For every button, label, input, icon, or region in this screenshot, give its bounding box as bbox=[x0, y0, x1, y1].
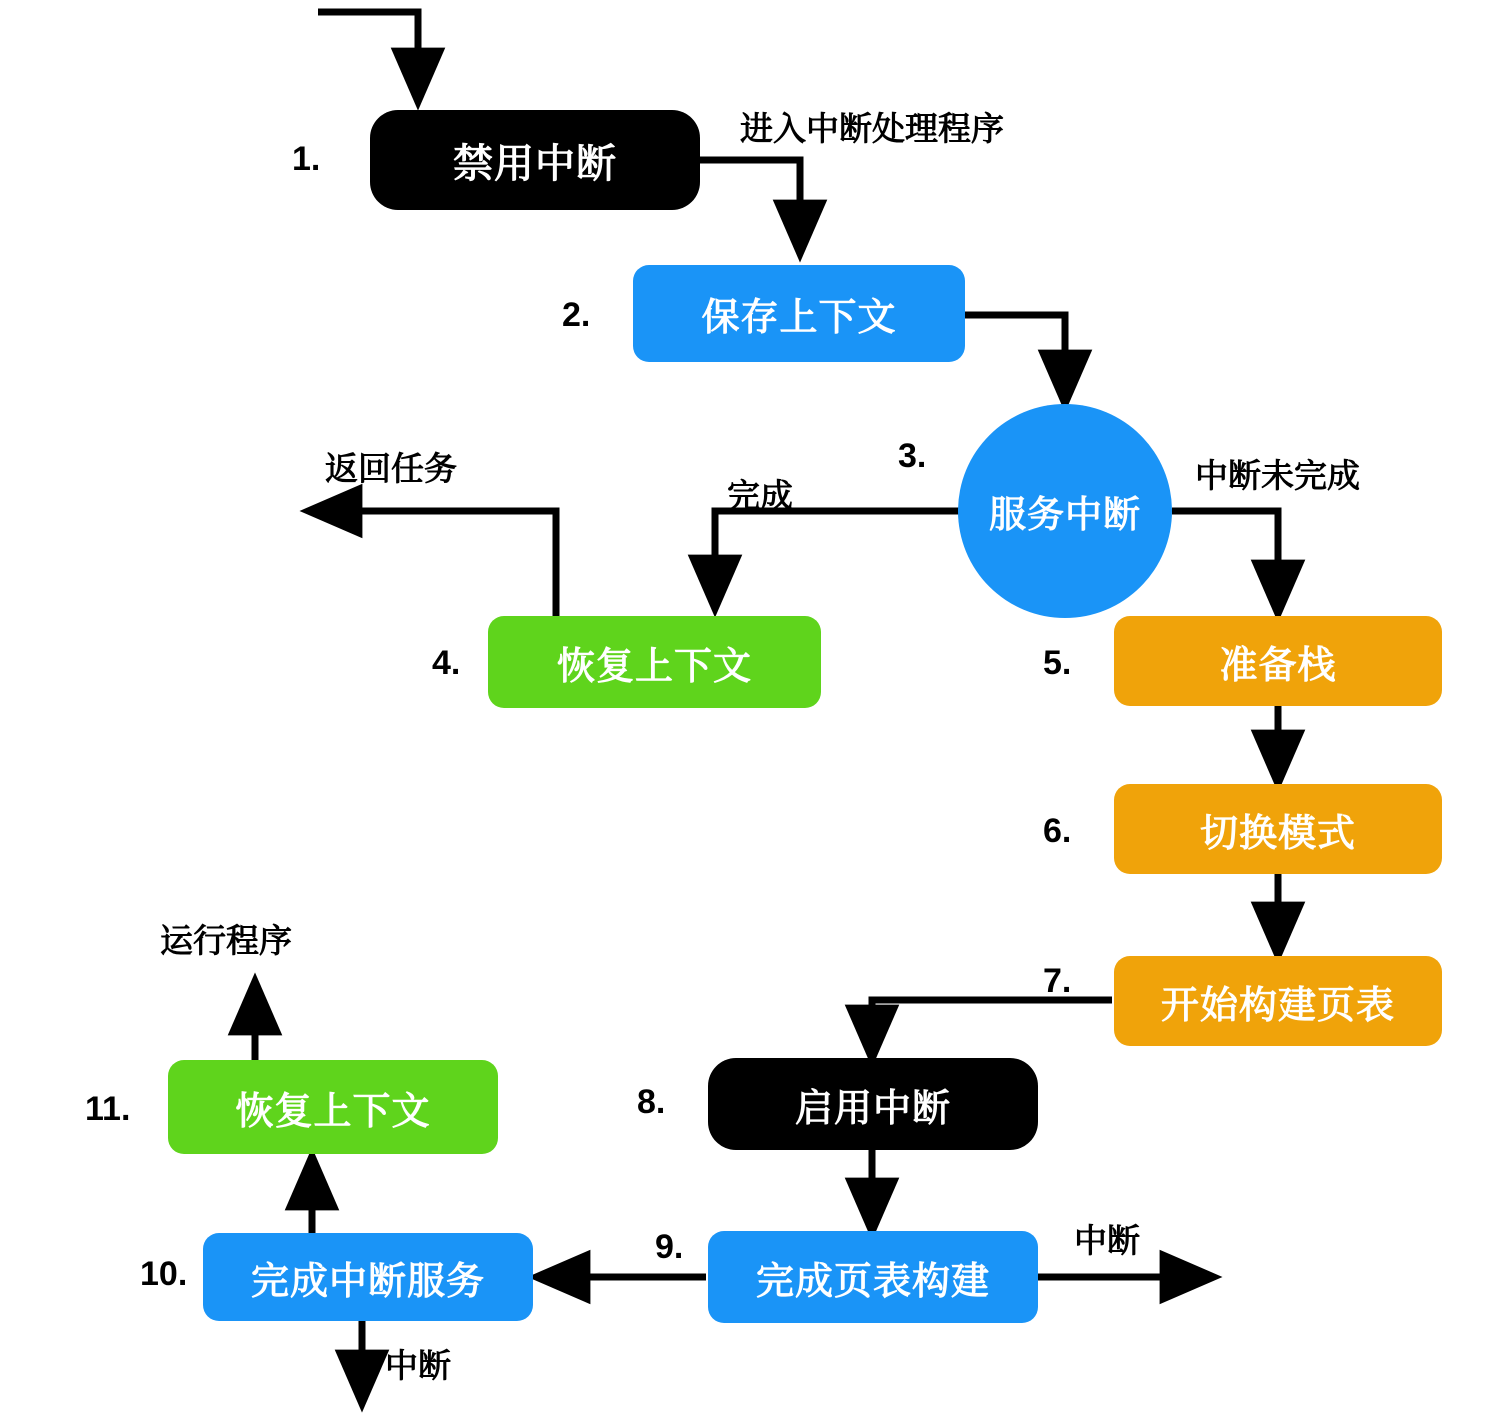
edge-3-to-4 bbox=[715, 511, 960, 605]
edge-4-to-return-task bbox=[312, 511, 556, 620]
node-switch-mode[interactable] bbox=[1114, 784, 1442, 874]
node-enable-interrupt[interactable] bbox=[708, 1058, 1038, 1150]
node-label: 保存上下文 bbox=[701, 297, 897, 339]
edge-label-complete: 完成 bbox=[727, 477, 793, 514]
step-number-6: 6. bbox=[1043, 812, 1072, 850]
step-number-10: 10. bbox=[140, 1255, 188, 1293]
edge-2-to-3 bbox=[965, 315, 1065, 400]
node-restore-context-4[interactable] bbox=[488, 616, 821, 708]
edge-7-to-8 bbox=[872, 1000, 1112, 1055]
node-label: 完成页表构建 bbox=[755, 1260, 990, 1303]
node-label: 禁用中断 bbox=[453, 141, 617, 186]
step-number-9: 9. bbox=[655, 1228, 684, 1266]
edge-3-to-5 bbox=[1172, 511, 1278, 610]
node-label: 切换模式 bbox=[1199, 812, 1356, 855]
node-label: 恢复上下文 bbox=[235, 1090, 431, 1133]
node-start-build-page-table[interactable] bbox=[1114, 956, 1442, 1046]
step-number-3: 3. bbox=[898, 437, 927, 475]
edge-label-interrupt-right: 中断 bbox=[1074, 1222, 1140, 1259]
node-finish-interrupt-service[interactable] bbox=[203, 1233, 533, 1321]
node-label: 启用中断 bbox=[794, 1087, 951, 1130]
step-number-7: 7. bbox=[1043, 962, 1072, 1000]
edge-label-return-task: 返回任务 bbox=[325, 450, 457, 487]
step-number-5: 5. bbox=[1043, 644, 1072, 682]
node-label: 恢复上下文 bbox=[556, 645, 752, 688]
edge-label-interrupt-down: 中断 bbox=[385, 1347, 451, 1384]
node-disable-interrupt[interactable] bbox=[370, 110, 700, 210]
step-number-2: 2. bbox=[562, 296, 591, 334]
step-number-4: 4. bbox=[432, 644, 461, 682]
edge-label-interrupt-not-complete: 中断未完成 bbox=[1195, 457, 1360, 494]
node-save-context[interactable] bbox=[633, 265, 965, 362]
edge-1-to-2 bbox=[700, 160, 800, 250]
node-prepare-stack[interactable] bbox=[1114, 616, 1442, 706]
node-label: 服务中断 bbox=[989, 494, 1141, 535]
edge-label-run-program: 运行程序 bbox=[160, 922, 292, 959]
node-service-interrupt[interactable] bbox=[958, 404, 1172, 618]
edge-loop-to-disable-interrupt bbox=[318, 12, 418, 98]
node-label: 完成中断服务 bbox=[250, 1260, 485, 1303]
edge-label-enter-interrupt-handler: 进入中断处理程序 bbox=[740, 110, 1004, 147]
node-label: 准备栈 bbox=[1219, 644, 1337, 687]
node-label: 开始构建页表 bbox=[1160, 984, 1395, 1027]
step-number-11: 11. bbox=[85, 1090, 131, 1128]
step-number-1: 1. bbox=[292, 140, 321, 178]
step-number-8: 8. bbox=[637, 1083, 666, 1121]
node-finish-build-page-table[interactable] bbox=[708, 1231, 1038, 1323]
node-restore-context-11[interactable] bbox=[168, 1060, 498, 1154]
